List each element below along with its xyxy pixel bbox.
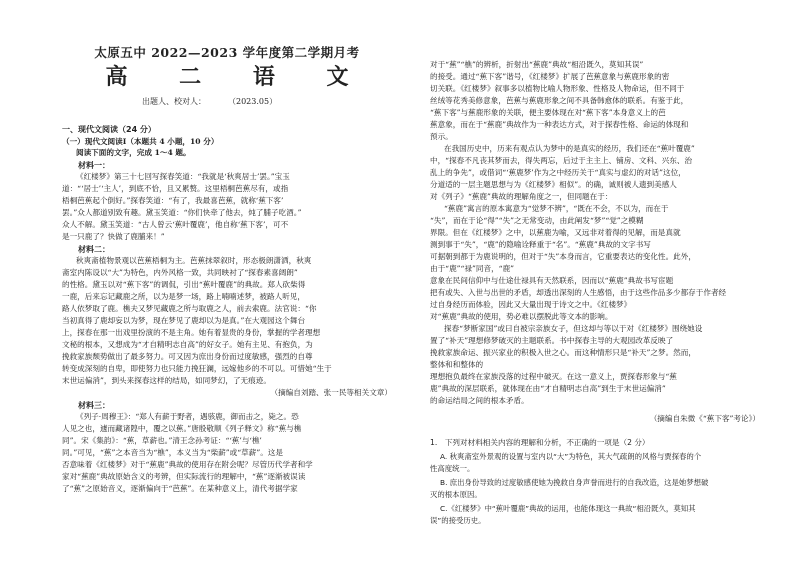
- left-column-line: 上，探春在那一出戏里扮演的不是主角。她有着显贵的身份，掌握的学者理想: [62, 328, 321, 337]
- left-column-line: 梧桐芭蕉起个倒好。”探春笑道：“有了，我最喜芭蕉，就称‘蕉下客’: [62, 196, 284, 205]
- school-title: 太原五中 2022—2023 学年度第二学期月考: [94, 45, 360, 60]
- right-column-line: 整体和和整体的: [430, 360, 484, 369]
- right-column-line: 由于“鹿”“禄”同音，“鹿”: [430, 264, 515, 273]
- right-column-line: 误”的接受历史。: [430, 516, 486, 525]
- left-column-line: 秋爽斋植物景观以芭蕉梧桐为主。芭蕉抹翠叙时，形态极朗潇洒，秋爽: [76, 256, 312, 265]
- right-column-line: 意象在民间信仰中与仕途仕禄具有天然联系，因而以“蕉鹿”典故书写宦题: [430, 276, 674, 285]
- right-column-line: “蕉下客”与蕉鹿形象的关联，便主要体现在对“蕉下客”本身意义上的芭: [430, 108, 666, 117]
- left-column-line: （摘编自刘踏、张一民等相关文章）: [270, 388, 392, 397]
- right-column-line: 性高度统一。: [430, 464, 475, 473]
- left-column-line: 同”。宋《集韵》：“蕉，草薪也。”清王念孙考证：“‘蕉’与‘樵’: [62, 436, 262, 445]
- left-column-line: 文秘的根本，又想成为“才自精明志自高”的好女子。她有主见、有抱负，为: [62, 340, 313, 349]
- issuer-line: [142, 96, 277, 107]
- exam-date: （2023.05）: [232, 97, 278, 106]
- right-column-line: C.《红楼梦》中“蕉叶覆鹿”典故的运用，也能体现这一典故“相沿既久，莫知其: [440, 504, 696, 513]
- left-column-line: 的性格。黛玉以对“蕉下客”的调侃，引出“蕉叶覆鹿”的典故。郑人砍柴得: [62, 280, 306, 289]
- left-column-line: （一）现代文阅读Ⅰ（本题共 4 小题，10 分）: [62, 137, 219, 146]
- right-column-line: 鹿”典故的深层联系，就体现在由“才自精明志自高”到生于末世运偏消”: [430, 384, 666, 393]
- right-column-line: 可据朝到都于为鹿说明的，但对于“失”本身而言，它重要表达的变化性。此外，: [430, 252, 696, 261]
- right-column-line: 丝绒等花秀美修意象，芭蕉与蕉鹿形象之间不具备韩愈体的联系。有鉴于此，: [430, 96, 689, 105]
- right-column-line: 切关联。《红楼梦》叙事多以植物比喻人物形象、性格及人物命运，但不同于: [430, 84, 685, 93]
- subject-title: 高 二 语 文: [105, 64, 371, 90]
- right-column-line: 把有或失、入世与出世的矛盾，却透出深刻的人生感悟，由于这些作品多少都存于作者经: [430, 288, 727, 297]
- right-column-line: 对《列子》“蕉鹿”典故的理解角度之一，但同题在于：: [430, 192, 613, 201]
- right-column-line: “失”，而在于论“得”“失”之无常变动，由此阐发“梦”“觉”之模糊: [430, 216, 644, 225]
- left-column-line: 材料三：: [78, 400, 110, 410]
- left-column-line: 《列子·周穆王》：“郑人有薪于野者，遇骇鹿，御而击之，毙之。恐: [76, 412, 299, 421]
- right-column-line: 对“蕉鹿”典故的使用，势必难以摆脱此等文本的影响。: [430, 312, 613, 321]
- right-column-line: 的命运结局之间的根本矛盾。: [430, 396, 529, 405]
- left-column-line: 同。”可见，“蕉”之本音当为“樵”，本义当为“柴薪”或“草薪”。这是: [62, 448, 283, 457]
- left-column-line: 当初真得了鹿却妄以为梦，现在梦见了鹿却以为是真。”在大观园这个舞台: [62, 316, 306, 325]
- right-column-line: 理想抱负最终在家族没落的过程中破灭。在这一意义上，贾探春形象与“蕉: [430, 372, 677, 381]
- left-column-line: 一鹿，后来忘记藏鹿之所，以为是梦一场，路上喃喃述梦，被路人听见，: [62, 292, 305, 301]
- right-column-line: （摘编自朱微《“蕉下客”考论》）: [649, 414, 760, 423]
- right-column-line: 灭的根本原因。: [430, 490, 482, 499]
- right-column-line: 在我国历史中，历来有观点认为梦中的是真实的经历，我们还在“蕉叶覆鹿”: [444, 144, 695, 153]
- left-column-line: 否意味着《红楼梦》对于“蕉鹿”典故的使用存在附会呢？尽管历代学者和学: [62, 460, 313, 469]
- left-column-line: 了“蕉”之原始音义，逐渐偏向于“芭蕉”。在某种意义上，清代考据学家: [62, 484, 298, 493]
- right-column-line: B. 庶出身份导致的过度敏感使她为挽救自身声誉而进行的自我改造，这是她梦想破: [440, 478, 709, 487]
- left-column-line: 材料一：: [78, 160, 110, 170]
- right-column-line: 对于“蕉”“樵”的辨析，折射出“蕉鹿”典故“相沿既久，莫知其误”: [430, 60, 644, 69]
- right-column-line: 乱上的争先”，或借词“‘蕉鹿梦’作为之中经历关于“真实与虚幻的对话”这位，: [430, 168, 686, 177]
- left-column-line: 斋室内陈设以“大”为特色，内外风格一致，共同映衬了“探春素喜阔朗”: [62, 268, 298, 277]
- left-column-line: 《红楼梦》第三十七回写探春笑道：“我就是‘秋爽居士’罢。”宝玉: [76, 172, 290, 181]
- left-column-line: 阅读下面的文字，完成 1～4 题。: [76, 148, 191, 157]
- right-column-line: 1. 下列对材料相关内容的理解和分析，不正确的一项是（2 分）: [430, 438, 650, 447]
- left-column-line: 材料二：: [78, 244, 110, 254]
- left-column-line: 挽救家族颓势做出了最多努力。可又因为庶出身份而过度敏感，强烈的自尊: [62, 352, 313, 361]
- issuer-label: 出题人、校对人：: [142, 97, 206, 106]
- left-column-line: 末世运偏消”，到头来探春这样的结局，如同梦幻，了无痕迹。: [62, 376, 271, 385]
- right-column-line: 测到事于“失”，“鹿”的隐喻诠释重于“名”。“蕉鹿”典故的文字书写: [430, 240, 651, 249]
- right-column-line: “蕉鹿”寓言的原本寓意为“觉梦不辨”，“既在不会，不以为，而在于: [444, 204, 669, 213]
- left-column-line: 路人依梦取了鹿。樵夫又梦见藏鹿之所与取鹿之人，前去索鹿。法官说：“你: [62, 304, 317, 313]
- right-column-line: 过自身经历而体验，因此又大量出现于诗文之中。《红楼梦》: [430, 300, 632, 309]
- right-column-line: A. 秋爽斋室外景观的设置与室内以“大”为特色，其大气疏朗的风格与贾探春的个: [440, 452, 702, 461]
- right-column-line: 置了“补天”理想修梦破灭的主题联系。书中探春主导的大观园改革反映了: [430, 336, 674, 345]
- left-column-line: 家对“蕉鹿”典故原始含义的考辨，但实际流行的理解中，“蕉”逐渐被误读: [62, 472, 306, 481]
- left-column-line: 罢。”众人都道别致有趣。黛玉笑道：“你们快牵了他去，炖了脯子吃酒。”: [62, 208, 302, 217]
- right-column-line: 中，“探春不凡丧其梦而去，得失两忘，后过于主主上、铺房、文科、兴东、治: [430, 156, 693, 165]
- left-column-line: 一、现代文阅读（24 分）: [62, 125, 156, 134]
- left-column-line: 众人不解。黛玉笑道：“古人曾云‘蕉叶覆鹿’，他自称‘蕉下客’，可不: [62, 220, 289, 229]
- left-column-line: 转变成深刻的自卑，即使努力也只能力挽狂澜，远嫁他乡的不可以。可惜她“生于: [62, 364, 332, 373]
- right-column-line: 蕉意象，而在于“蕉鹿”典故作为一种表达方式，对于探春性格、命运的体现和: [430, 120, 689, 129]
- right-column-line: 预示。: [430, 132, 453, 141]
- right-column-line: 的接受。通过“蕉下客”谐号，《红楼梦》扩展了芭蕉意象与蕉鹿形象的密: [430, 72, 670, 81]
- right-column-line: 探春“梦断家国”或曰自被宗亲族女子，但这却与等以于对《红楼梦》围绕她设: [444, 324, 703, 333]
- left-column-line: 道：“‘居士’‘主人’，到底不恰，且又累赘。这里梧桐芭蕉尽有，或指: [62, 184, 289, 193]
- right-column-line: 挽救家族命运、振兴家业的积极入世之心。而这种情形只是“补天”之梦。然而，: [430, 348, 696, 357]
- right-column-line: 界限。但在《红楼梦》之中，以蕉鹿为喻，又远非对着得的见解，而是真就: [430, 228, 681, 237]
- left-column-line: 人见之也，遽而藏诸隍中，覆之以蕉。”唐殷敬顺《列子释文》称“蕉与樵: [62, 424, 302, 433]
- right-column-line: 分道适的一层主题思想与为《红楼梦》相似”。的确，诚则被人遗到美感人: [430, 180, 677, 189]
- left-column-line: 是一只鹿了？快做了鹿脯来！”: [62, 232, 165, 241]
